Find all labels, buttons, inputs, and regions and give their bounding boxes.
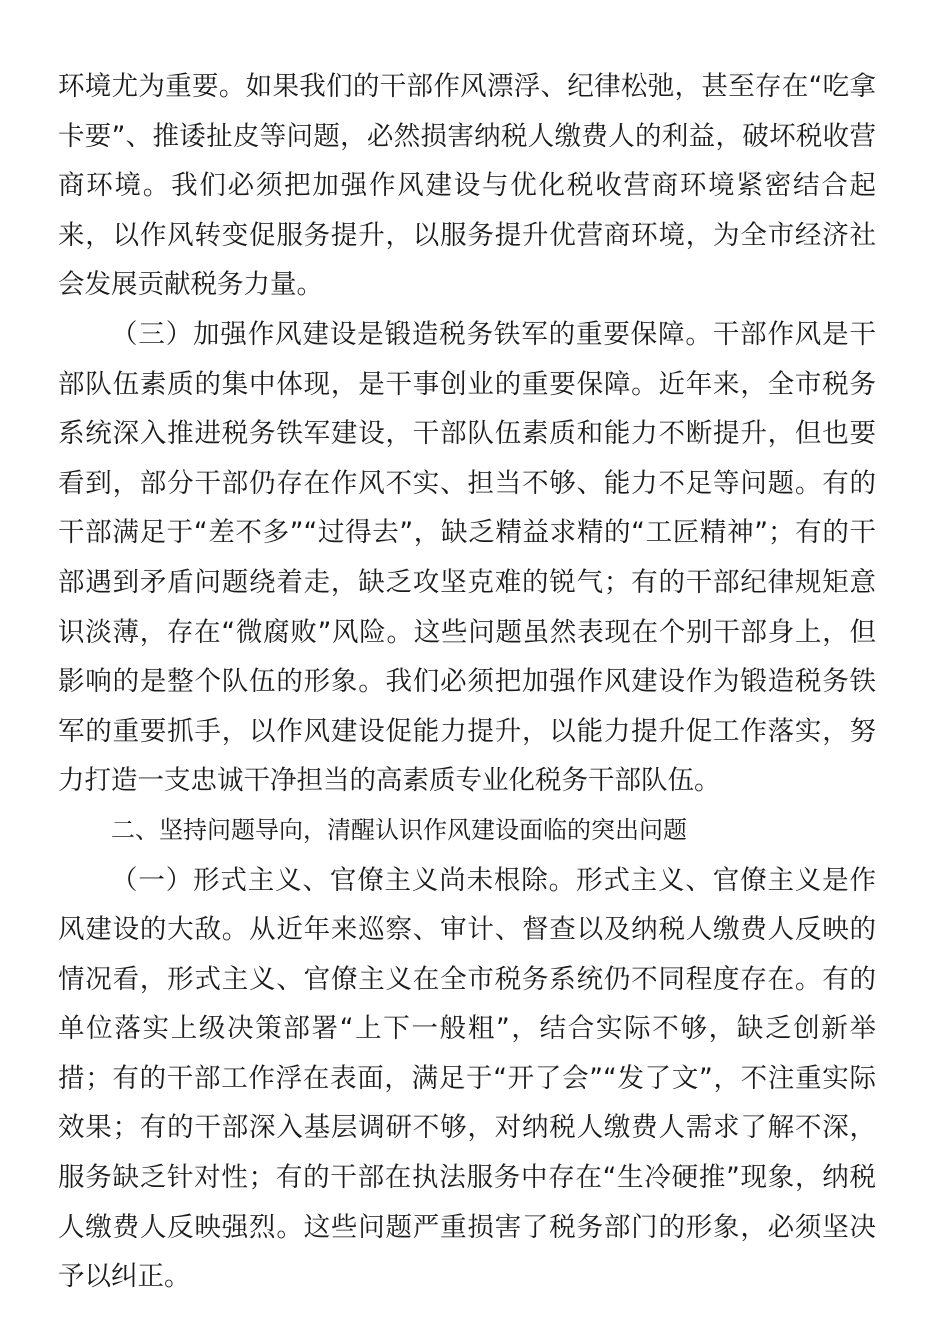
body-paragraph-continuation: 环境尤为重要。如果我们的干部作风漂浮、纪律松弛，甚至存在“吃拿卡要”、推诿扯皮等问题，必然损害纳税人缴费人的利益，破坏税收营商环境。我们必须把加强作风建设与优化税收营商环境紧密结合起来，以作风转变促服务提升，以服务提升优营商环境，为全市经济社会发展贡献税务力量。 <box>58 71 876 301</box>
section-heading-two: 二、坚持问题导向，清醒认识作风建设面临的突出问题 <box>111 815 687 844</box>
body-paragraph-section-three: （三）加强作风建设是锻造税务铁军的重要保障。干部作风是干部队伍素质的集中体现，是干事创业的重要保障。近年来，全市税务系统深入推进税务铁军建设，干部队伍素质和能力不断提升，但也要看到，部分干部仍存在作风不实、担当不够、能力不足等问题。有的干部满足于“差不多”“过得去”，缺乏精益求精的“工匠精神”；有的干部遇到矛盾问题绕着走，缺乏攻坚克难的锐气；有的干部纪律规矩意识淡薄，存在“微腐败”风险。这些问题虽然表现在个别干部身上，但影响的是整个队伍的形象。我们必须把加强作风建设作为锻造税务铁军的重要抓手，以作风建设促能力提升，以能力提升促工作落实，努力打造一支忠诚干净担当的高素质专业化税务干部队伍。 <box>58 318 876 797</box>
body-paragraph-subsection-one: （一）形式主义、官僚主义尚未根除。形式主义、官僚主义是作风建设的大敌。从近年来巡察、审计、督查以及纳税人缴费人反映的情况看，形式主义、官僚主义在全市税务系统仍不同程度存在。有的单位落实上级决策部署“上下一般粗”，结合实际不够，缺乏创新举措；有的干部工作浮在表面，满足于“开了会”“发了文”，不注重实际效果；有的干部深入基层调研不够，对纳税人缴费人需求了解不深，服务缺乏针对性；有的干部在执法服务中存在“生冷硬推”现象，纳税人缴费人反映强烈。这些问题严重损害了税务部门的形象，必须坚决予以纠正。 <box>58 864 876 1293</box>
document-page <box>58 62 876 1302</box>
